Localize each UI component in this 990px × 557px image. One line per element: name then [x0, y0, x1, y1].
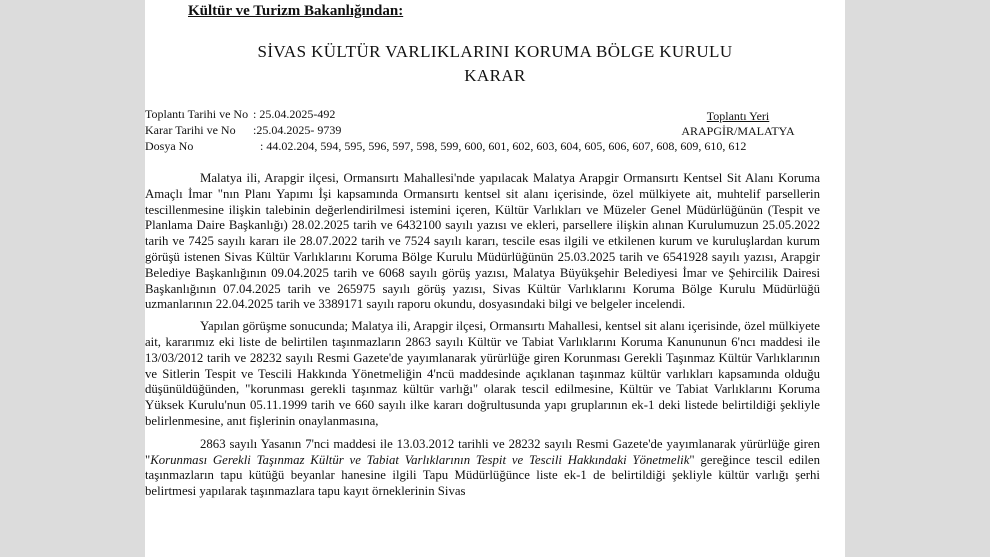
- decision-date-label: Karar Tarihi ve No: [145, 123, 236, 137]
- decision-title: KARAR: [464, 66, 526, 85]
- paragraph-3-start: 2863 sayılı Yasanın 7'nci maddesi ile 13.03.2012 tarihli ve 28232 sayılı Resmi Gazete'de yayımlanarak yürürlüğe giren ": [145, 436, 820, 467]
- paragraph-3-end: " gereğince tescil edilen taşınmazların tapu kütüğü beyanlar hanesine ilgili Tapu Müdürlüğünce liste ek-1 de belirtildiği şekliyle kültür varlığı şerhi belirtmesi yapılarak taşınmazlara tapu kayıt örneklerinin Sivas: [145, 452, 821, 499]
- meeting-place-label: Toplantı Yeri: [706, 109, 770, 123]
- document-page: [145, 0, 845, 557]
- paragraph-3: [145, 437, 820, 500]
- decision-body: [145, 171, 820, 500]
- meeting-place-value: ARAPGİR/MALATYA: [681, 124, 795, 138]
- file-no-value: : 44.02.204, 594, 595, 596, 597, 598, 599, 600, 601, 602, 603, 604, 605, 606, 607, 608, 609, 610, 612: [260, 139, 747, 153]
- ministry-heading: Kültür ve Turizm Bakanlığından:: [188, 3, 404, 19]
- regulation-title: Korunması Gerekli Taşınmaz Kültür ve Tabiat Varlıklarının Tespit ve Tescili Hakkındaki Yönetmelik: [150, 452, 690, 467]
- meeting-date-label: Toplantı Tarihi ve No: [145, 107, 249, 121]
- meeting-date-value: : 25.04.2025-492: [253, 107, 336, 121]
- paragraph-1: Malatya ili, Arapgir ilçesi, Ormansırtı Mahallesi'nde yapılacak Malatya Arapgir Ormansırtı Kentsel Sit Alanı Koruma Amaçlı İmar "nın Planı Yapımı İşi kapsamında Ormansırtı kentsel sit alanı içerisinde, özel mülkiyete ait, muhtelif parsellerin tescillenmesine ilişkin talebinin değerlendirilmesi istemini içeren, Kültür Varlıkları ve Müzeler Genel Müdürlüğünün (Tespit ve Planlama Daire Başkanlığı) 28.02.2025 tarih ve 6432100 sayılı yazısı ve ekleri, parsellere ilişkin alınan Kurulumuzun 25.05.2022 tarih ve 7425 sayılı kararı ile 28.07.2022 tarih ve 7524 sayılı kararı, tescile esas ilgili ve etkilenen kurum ve kuruluşlardan kurum görüşü istenen Sivas Kültür Varlıklarını Koruma Bölge Kurulu Müdürlüğünün 25.03.2025 tarih ve 6541928 sayılı yazısı, Arapgir Belediye Başkanlığının 09.04.2025 tarih ve 6068 sayılı görüş yazısı, Malatya Büyükşehir Belediyesi İmar ve Şehircilik Dairesi Başkanlığının 07.04.2025 tarih ve 265975 sayılı görüş yazısı, Sivas Kültür Varlıklarını Koruma Bölge Kurulu Müdürlüğü uzmanlarının 22.04.2025 tarih ve 3389171 sayılı raporu okundu, dosyasındaki bilgi ve belgeler incelendi.: [145, 171, 820, 312]
- decision-date-value: :25.04.2025- 9739: [253, 123, 342, 137]
- board-title: SİVAS KÜLTÜR VARLIKLARINI KORUMA BÖLGE KURULU: [257, 42, 733, 61]
- paragraph-2: Yapılan görüşme sonucunda; Malatya ili, Arapgir ilçesi, Ormansırtı Mahallesi, kentsel sit alanı içerisinde, özel mülkiyete ait, kararımız eki liste de belirtilen taşınmazların 2863 sayılı Kültür ve Tabiat Varlıklarını Koruma Kanununun 6'ncı maddesi ile 13/03/2012 tarih ve 28232 sayılı Resmi Gazete'de yayımlanarak yürürlüğe giren Korunması Gerekli Taşınmaz Kültür Varlıklarının ve Sitlerin Tespit ve Tescili Hakkında Yönetmeliğin 4'ncü maddesinde açıklanan taşınmaz kültür varlıkları kapsamında olduğu düşünüldüğünden, "korunması gerekli taşınmaz kültür varlığı" olarak tescil edilmesine, Kültür ve Tabiat Varlıklarını Koruma Yüksek Kurulu'nun 05.11.1999 tarih ve 660 sayılı ilke kararı doğrultusunda yapı gruplarının ek-1 deki listede belirtildiği şekliyle belirlenmesine, anıt fişlerinin onaylanmasına,: [145, 319, 820, 428]
- file-no-label: Dosya No: [145, 139, 194, 153]
